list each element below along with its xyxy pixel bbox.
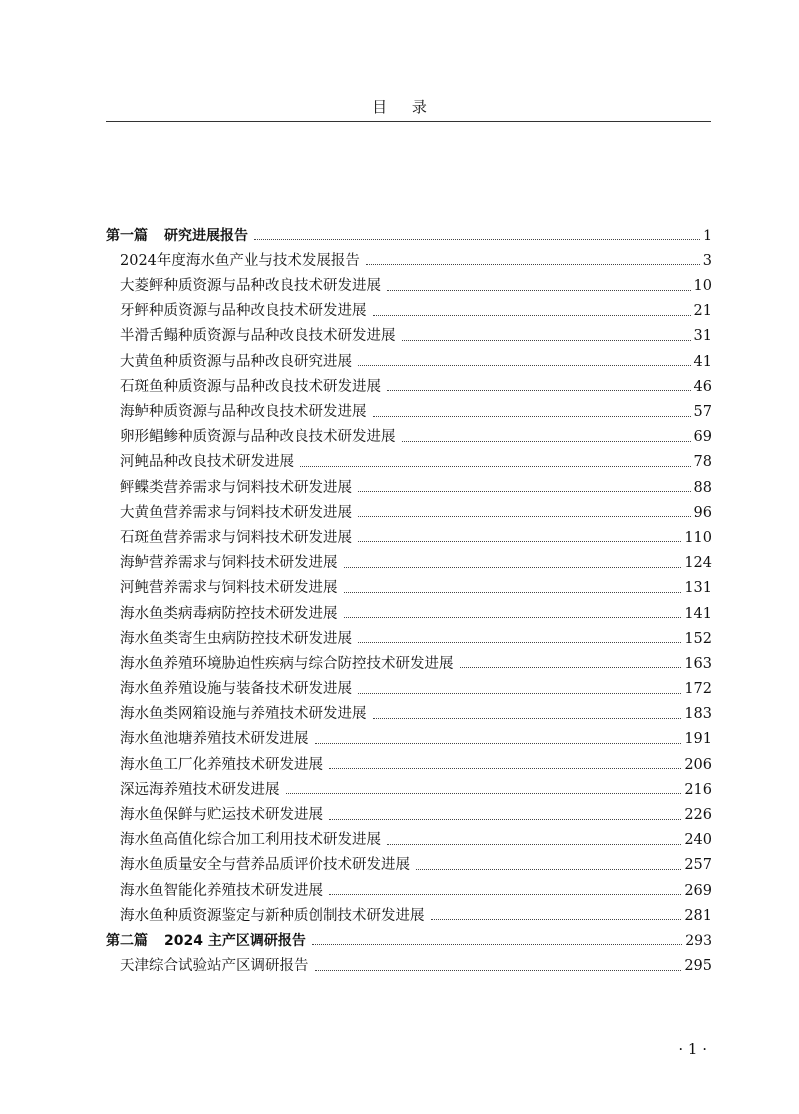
toc-title: 深远海养殖技术研发进展 — [120, 781, 280, 798]
toc-entry[interactable] — [106, 344, 712, 369]
toc-title: 大菱鲆种质资源与品种改良技术研发进展 — [120, 278, 381, 295]
toc-entry[interactable] — [106, 671, 712, 696]
toc-leader-dots — [387, 390, 691, 391]
toc-leader-dots — [329, 819, 681, 820]
toc-page-number: 57 — [693, 404, 712, 420]
toc-page-number: 31 — [693, 328, 712, 345]
toc-title: 海水鱼工厂化养殖技术研发进展 — [120, 756, 323, 773]
toc-page-number: 78 — [693, 454, 712, 471]
toc-page-number: 1 — [703, 228, 712, 245]
toc-title: 海水鱼类病毒病防控技术研发进展 — [120, 605, 338, 622]
toc-leader-dots — [402, 441, 691, 442]
toc-title: 河鲀品种改良技术研发进展 — [120, 454, 294, 471]
toc-title: 海水鱼池塘养殖技术研发进展 — [120, 731, 309, 748]
toc-page-number: 96 — [693, 504, 712, 521]
toc-entry[interactable] — [106, 722, 712, 747]
toc-title: 鲆鲽类营养需求与饲料技术研发进展 — [120, 479, 352, 496]
toc-leader-dots — [315, 743, 682, 744]
toc-page-number: 10 — [693, 278, 712, 295]
toc-page-number: 269 — [684, 882, 712, 899]
toc-title: 2024年度海水鱼产业与技术发展报告 — [120, 252, 360, 269]
toc-page-number: 226 — [684, 807, 712, 823]
toc-entry[interactable] — [106, 596, 712, 621]
toc-entry[interactable] — [106, 646, 712, 671]
toc-entry[interactable] — [106, 797, 712, 822]
toc-title: 牙鲆种质资源与品种改良技术研发进展 — [120, 303, 367, 320]
toc-page-number: 131 — [684, 580, 712, 597]
toc-leader-dots — [329, 894, 681, 895]
toc-leader-dots — [358, 365, 691, 366]
toc-title: 海水鱼类寄生虫病防控技术研发进展 — [120, 630, 352, 647]
toc-title: 海鲈营养需求与饲料技术研发进展 — [120, 555, 338, 572]
toc-leader-dots — [344, 617, 682, 618]
toc-page-number: 295 — [684, 958, 712, 975]
toc-page-number: 124 — [684, 555, 712, 572]
toc-title: 河鲀营养需求与饲料技术研发进展 — [120, 580, 338, 597]
toc-title: 海水鱼种质资源鉴定与新种质创制技术研发进展 — [120, 907, 425, 924]
toc-entry[interactable] — [106, 369, 712, 394]
toc-part-title: 2024 主产区调研报告 — [164, 933, 306, 950]
toc-page-number: 293 — [685, 933, 712, 950]
toc-leader-dots — [358, 491, 691, 492]
toc-title: 天津综合试验站产区调研报告 — [120, 958, 309, 975]
toc-entry[interactable] — [106, 898, 712, 923]
toc-page-number: 206 — [684, 756, 712, 773]
toc-title: 大黄鱼营养需求与饲料技术研发进展 — [120, 504, 352, 521]
toc-entry[interactable] — [106, 520, 712, 545]
toc-entry[interactable] — [106, 394, 712, 419]
toc-entry[interactable] — [106, 621, 712, 646]
toc-entry[interactable] — [106, 873, 712, 898]
toc-leader-dots — [358, 541, 681, 542]
table-of-contents — [106, 218, 712, 974]
toc-page-number: 46 — [693, 378, 712, 395]
toc-page-number: 216 — [684, 781, 712, 798]
toc-title: 海水鱼保鲜与贮运技术研发进展 — [120, 807, 323, 823]
toc-entry[interactable] — [106, 445, 712, 470]
toc-page-number: 41 — [693, 353, 712, 370]
toc-leader-dots — [358, 693, 681, 694]
toc-title: 海水鱼类网箱设施与养殖技术研发进展 — [120, 706, 367, 723]
toc-entry[interactable] — [106, 823, 712, 848]
running-header: 目 录 — [372, 98, 437, 116]
toc-leader-dots — [358, 642, 681, 643]
toc-leader-dots — [373, 315, 691, 316]
page-number: · 1 · — [678, 1040, 707, 1058]
toc-title — [106, 934, 306, 948]
toc-part-heading[interactable] — [106, 923, 712, 948]
toc-page-number: 257 — [684, 857, 712, 874]
toc-title: 海水鱼高值化综合加工利用技术研发进展 — [120, 832, 381, 849]
toc-part-label: 第二篇 — [106, 933, 148, 950]
toc-leader-dots — [431, 919, 682, 920]
toc-page-number: 172 — [684, 681, 712, 698]
toc-part-label: 第一篇 — [106, 228, 148, 245]
toc-entry[interactable] — [106, 319, 712, 344]
toc-page-number: 69 — [693, 429, 712, 446]
toc-entry[interactable] — [106, 747, 712, 772]
header-rule — [106, 121, 711, 122]
toc-entry[interactable] — [106, 848, 712, 873]
toc-title: 大黄鱼种质资源与品种改良研究进展 — [120, 353, 352, 370]
toc-leader-dots — [387, 844, 681, 845]
toc-title: 海水鱼质量安全与营养品质评价技术研发进展 — [120, 857, 410, 874]
toc-leader-dots — [329, 768, 681, 769]
toc-leader-dots — [344, 567, 682, 568]
toc-leader-dots — [344, 592, 682, 593]
toc-entry[interactable] — [106, 571, 712, 596]
toc-page-number: 141 — [684, 605, 712, 622]
toc-leader-dots — [312, 944, 682, 945]
toc-title: 石斑鱼营养需求与饲料技术研发进展 — [120, 529, 352, 546]
toc-leader-dots — [358, 516, 691, 517]
toc-entry[interactable] — [106, 948, 712, 973]
toc-leader-dots — [315, 970, 682, 971]
toc-entry[interactable] — [106, 268, 712, 293]
toc-leader-dots — [460, 667, 682, 668]
toc-page-number: 183 — [684, 706, 712, 723]
toc-page-number: 281 — [684, 907, 712, 924]
toc-leader-dots — [373, 718, 682, 719]
toc-page-number: 3 — [702, 252, 712, 269]
toc-page-number: 21 — [693, 303, 712, 320]
toc-entry[interactable] — [106, 495, 712, 520]
toc-page-number: 110 — [684, 529, 712, 546]
toc-entry[interactable] — [106, 294, 712, 319]
toc-page-number: 191 — [684, 731, 712, 748]
toc-leader-dots — [286, 793, 682, 794]
toc-leader-dots — [254, 239, 700, 240]
toc-title: 海水鱼智能化养殖技术研发进展 — [120, 882, 323, 899]
toc-leader-dots — [300, 466, 691, 467]
toc-title: 半滑舌鳎种质资源与品种改良技术研发进展 — [120, 328, 396, 345]
toc-part-heading[interactable] — [106, 218, 712, 243]
toc-leader-dots — [402, 340, 691, 341]
toc-leader-dots — [416, 869, 681, 870]
toc-page-number: 88 — [693, 479, 712, 496]
toc-entry[interactable] — [106, 545, 712, 570]
toc-entry[interactable] — [106, 470, 712, 495]
toc-page-number: 240 — [684, 832, 712, 849]
toc-page-number: 163 — [684, 655, 712, 672]
toc-leader-dots — [366, 264, 700, 265]
toc-leader-dots — [387, 290, 691, 291]
toc-entry[interactable] — [106, 772, 712, 797]
toc-entry[interactable] — [106, 243, 712, 268]
toc-title: 石斑鱼种质资源与品种改良技术研发进展 — [120, 378, 381, 395]
toc-title: 海鲈种质资源与品种改良技术研发进展 — [120, 404, 367, 420]
toc-leader-dots — [373, 416, 691, 417]
toc-title: 海水鱼养殖环境胁迫性疾病与综合防控技术研发进展 — [120, 655, 454, 672]
toc-title: 卵形鲳鲹种质资源与品种改良技术研发进展 — [120, 429, 396, 446]
toc-entry[interactable] — [106, 420, 712, 445]
toc-part-title: 研究进展报告 — [164, 228, 248, 245]
toc-title — [106, 229, 248, 243]
toc-entry[interactable] — [106, 697, 712, 722]
toc-page-number: 152 — [684, 630, 712, 647]
toc-title: 海水鱼养殖设施与装备技术研发进展 — [120, 681, 352, 698]
